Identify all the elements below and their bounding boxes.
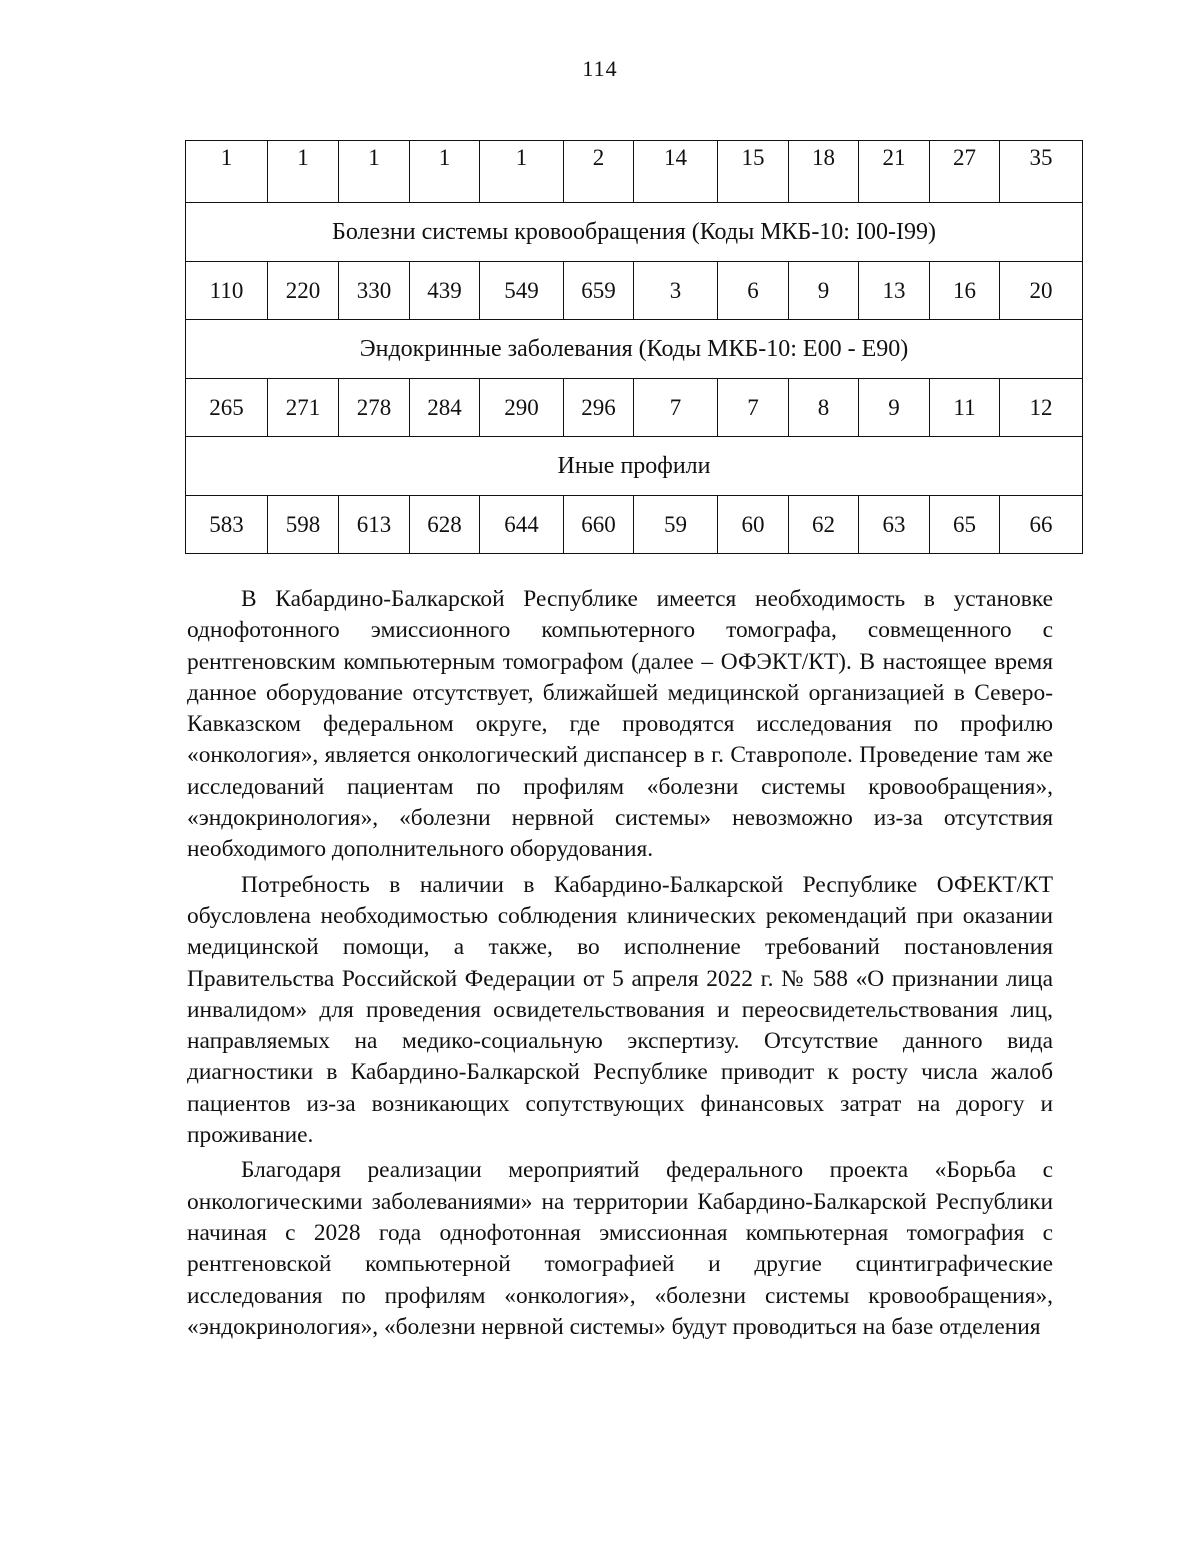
table-cell: 660 [564,496,634,554]
section-header-row [186,203,1083,262]
table-cell: 35 [1000,141,1083,203]
section-title: Иные профили [186,437,1083,496]
section-title: Болезни системы кровообращения (Коды МКБ-10: I00-I99) [186,203,1083,262]
table-cell: 65 [930,496,1000,554]
table-cell: 16 [930,262,1000,320]
section-title: Эндокринные заболевания (Коды МКБ-10: Е00 - Е90) [186,320,1083,379]
table-cell: 14 [634,141,718,203]
paragraph: В Кабардино-Балкарской Республике имеется необходимость в установке однофотонного эмиссионного компьютерного томографа, совмещенного с рентгеновским компьютерным томографом (далее – ОФЭКТ/КТ). В настоящее время данное оборудование отсутствует, ближайшей медицинской организацией в Северо-Кавказском федеральном округе, где проводятся исследования по профилю «онкология», является онкологический диспансер в г. Ставрополе. Проведение там же исследований пациентам по профилям «болезни системы кровообращения», «эндокринология», «болезни нервной системы» невозможно из-за отсутствия необходимого дополнительного оборудования. [187,586,1053,863]
table-cell: 21 [859,141,930,203]
table-cell: 598 [268,496,339,554]
table-cell: 59 [634,496,718,554]
section-header-row [186,437,1083,496]
table-cell: 296 [564,379,634,437]
table-row [186,496,1083,554]
table-cell: 271 [268,379,339,437]
table-cell: 278 [339,379,410,437]
table-cell: 1 [480,141,564,203]
paragraph: Потребность в наличии в Кабардино-Балкарской Республике ОФЕКТ/КТ обусловлена необходимостью соблюдения клинических рекомендаций при оказании медицинской помощи, а также, во исполнение требований постановления Правительства Российской Федерации от 5 апреля 2022 г. № 588 «О признании лица инвалидом» для проведения освидетельствования и переосвидетельствования лиц, направляемых на медико-социальную экспертизу. Отсутствие данного вида диагностики в Кабардино-Балкарской Республике приводит к росту числа жалоб пациентов из-за возникающих сопутствующих финансовых затрат на дорогу и проживание. [187,871,1053,1149]
body-text [187,584,1053,1343]
table-cell: 110 [186,262,268,320]
table-cell: 11 [930,379,1000,437]
table-cell: 8 [789,379,859,437]
table-cell: 62 [789,496,859,554]
table-cell: 549 [480,262,564,320]
paragraph: Благодаря реализации мероприятий федерального проекта «Борьба с онкологическими заболеваниями» на территории Кабардино-Балкарской Республики начиная с 2028 года однофотонная эмиссионная компьютерная томография с рентгеновской компьютерной томографией и другие сцинтиграфические исследования по профилям «онкология», «болезни системы кровообращения», «эндокринология», «болезни нервной системы» будут проводиться на базе отделения [187,1157,1053,1340]
table-cell: 3 [634,262,718,320]
table-cell: 6 [718,262,789,320]
table-cell: 7 [718,379,789,437]
table-cell: 13 [859,262,930,320]
table-cell: 1 [410,141,480,203]
table-row [186,141,1083,203]
table-cell: 265 [186,379,268,437]
table-cell: 1 [268,141,339,203]
table-cell: 15 [718,141,789,203]
table-cell: 60 [718,496,789,554]
section-header-row [186,320,1083,379]
statistics-table [185,140,1083,554]
table-cell: 63 [859,496,930,554]
table-cell: 583 [186,496,268,554]
table-cell: 613 [339,496,410,554]
table-row [186,379,1083,437]
table-cell: 18 [789,141,859,203]
table-cell: 659 [564,262,634,320]
table-cell: 628 [410,496,480,554]
table-cell: 1 [339,141,410,203]
table-cell: 644 [480,496,564,554]
page-number: 114 [582,56,618,81]
table-cell: 220 [268,262,339,320]
table-cell: 1 [186,141,268,203]
table-cell: 9 [789,262,859,320]
table-cell: 12 [1000,379,1083,437]
table-cell: 20 [1000,262,1083,320]
table-cell: 330 [339,262,410,320]
table-cell: 284 [410,379,480,437]
table-cell: 66 [1000,496,1083,554]
table-cell: 439 [410,262,480,320]
table-cell: 27 [930,141,1000,203]
table-cell: 290 [480,379,564,437]
table-cell: 7 [634,379,718,437]
table-cell: 2 [564,141,634,203]
table-row [186,262,1083,320]
table-cell: 9 [859,379,930,437]
